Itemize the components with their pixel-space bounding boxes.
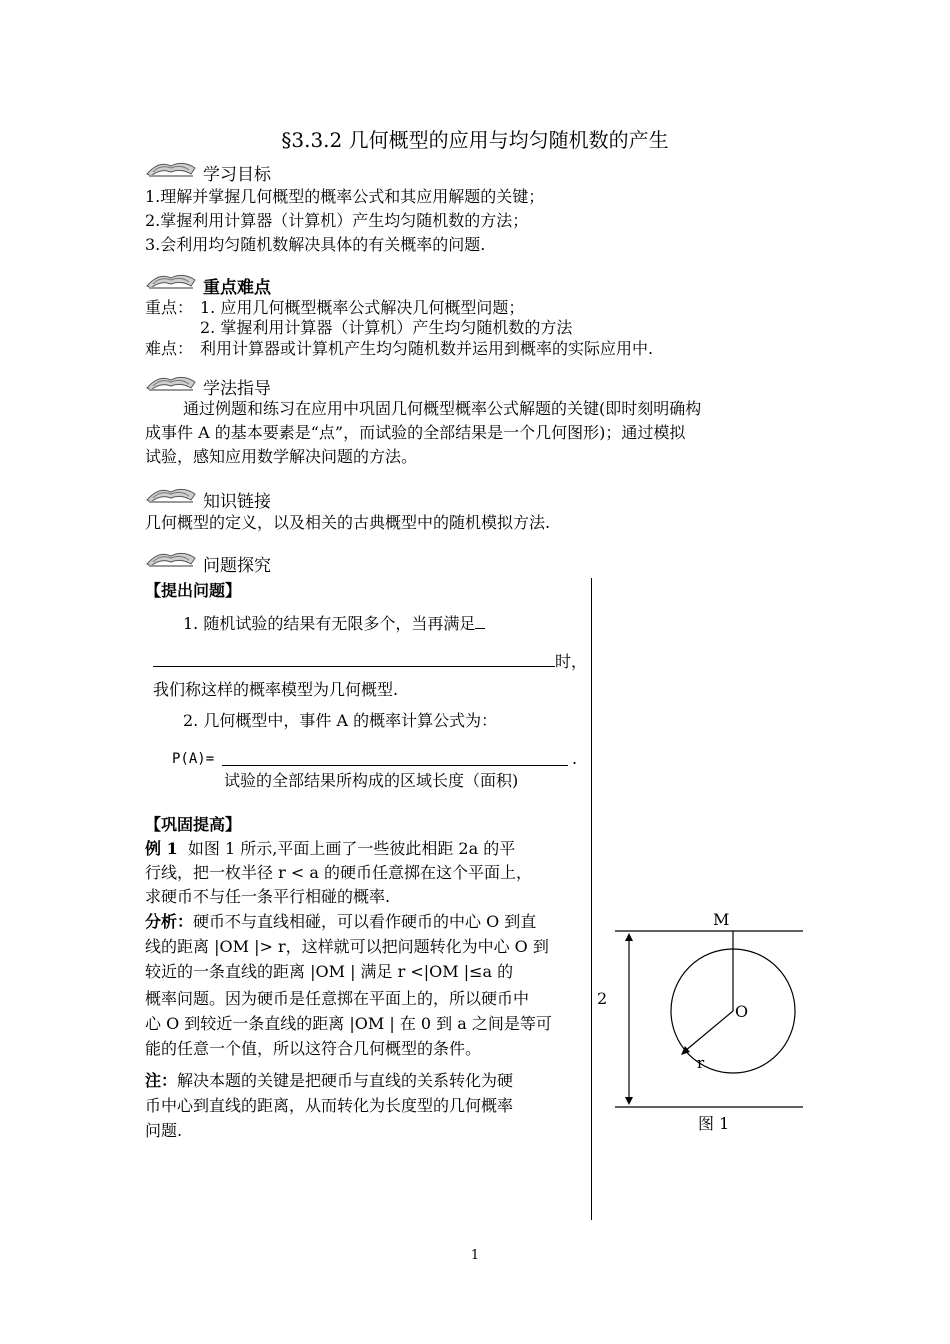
question-1-line2: [153, 650, 587, 673]
analysis-line-2: 线的距离 |OM |> r，这样就可以把问题转化为中心 O 到: [145, 937, 549, 956]
note-line-1: [145, 1070, 513, 1092]
note-text-1: 解决本题的关键是把硬币与直线的关系转化为硬: [177, 1071, 514, 1090]
book-icon: [145, 264, 197, 290]
formula-left: P(A)=: [172, 751, 215, 767]
example-text-1: 如图 1 所示,平面上画了一些彼此相距 2a 的平: [187, 839, 516, 858]
book-icon: [145, 152, 197, 178]
page-number: 1: [470, 1248, 480, 1263]
note-label: 注：: [145, 1071, 178, 1090]
formula-numerator-blank[interactable]: [222, 743, 568, 763]
consolidate-heading: 【巩固提高】: [145, 815, 242, 834]
analysis-label: 分析：: [145, 912, 194, 931]
book-icon: [145, 366, 197, 392]
arrow-down-head: [625, 1097, 633, 1105]
method-line-1: 通过例题和练习在应用中巩固几何概型概率公式解题的关键(即时刻明确构: [183, 399, 702, 418]
column-divider: [591, 578, 592, 1220]
links-text: 几何概型的定义，以及相关的古典概型中的随机模拟方法.: [145, 513, 551, 532]
method-line-2: 成事件 A 的基本要素是“点”，而试验的全部结果是一个几何图形)；通过模拟: [145, 423, 686, 442]
page-title: §3.3.2 几何概型的应用与均匀随机数的产生: [281, 128, 669, 152]
note-line-2: 币中心到直线的距离，从而转化为长度型的几何概率: [145, 1096, 514, 1115]
formula-dot: .: [572, 749, 578, 768]
focus-item-1: 1. 应用几何概型概率公式解决几何概型问题；: [200, 298, 525, 317]
formula-fraction-bar: [222, 765, 568, 766]
label-2: 2: [597, 989, 608, 1008]
section-heading-explore: 问题探究: [203, 556, 271, 576]
question-1-cont: 我们称这样的概率模型为几何概型.: [153, 680, 399, 699]
question-1-end: 时，: [555, 652, 588, 671]
example-line-1: [145, 838, 515, 860]
problems-heading: 【提出问题】: [145, 581, 242, 600]
difficulty-text: 利用计算器或计算机产生均匀随机数并运用到概率的实际应用中.: [200, 339, 654, 358]
analysis-line-4: 概率问题。因为硬币是任意掷在平面上的，所以硬币中: [145, 989, 530, 1008]
figure-1: [595, 905, 815, 1145]
book-icon: [145, 542, 197, 568]
label-o: O: [735, 1002, 749, 1021]
note-line-3: 问题.: [145, 1121, 183, 1140]
label-r: r: [697, 1054, 705, 1072]
label-m: M: [713, 910, 730, 929]
section-heading-method: 学法指导: [203, 379, 271, 399]
difficulty-label: 难点：: [145, 339, 194, 358]
focus-item-2: 2. 掌握利用计算器（计算机）产生均匀随机数的方法: [200, 318, 573, 337]
method-line-3: 试验，感知应用数学解决问题的方法。: [145, 447, 418, 466]
book-icon: [145, 478, 197, 504]
formula-denominator: 试验的全部结果所构成的区域长度（面积): [224, 771, 519, 790]
example-line-3: 求硬币不与任一条平行相碰的概率.: [145, 887, 391, 906]
goal-item-3: 3.会利用均匀随机数解决具体的有关概率的问题.: [145, 235, 486, 254]
answer-blank-1b[interactable]: [153, 650, 555, 667]
question-2: 2. 几何概型中，事件 A 的概率计算公式为：: [183, 711, 498, 730]
radius-segment: [685, 1011, 733, 1051]
example-label: 例 1: [145, 839, 178, 858]
section-heading-links: 知识链接: [203, 492, 271, 512]
question-1-text: 1. 随机试验的结果有无限多个，当再满足: [183, 614, 476, 633]
arrow-up-head: [625, 933, 633, 941]
section-heading-keypoints: 重点难点: [203, 278, 271, 298]
goal-item-1: 1.理解并掌握几何概型的概率公式和其应用解题的关键；: [145, 187, 545, 206]
focus-label: 重点：: [145, 298, 194, 317]
analysis-text-1: 硬币不与直线相碰，可以看作硬币的中心 O 到直: [193, 912, 537, 931]
answer-blank-1a[interactable]: [475, 612, 485, 629]
analysis-line-3: 较近的一条直线的距离 |OM | 满足 r <|OM |≤a 的: [145, 962, 514, 981]
analysis-line-5: 心 O 到较近一条直线的距离 |OM | 在 0 到 a 之间是等可: [145, 1014, 552, 1033]
question-1: [183, 612, 485, 635]
goal-item-2: 2.掌握利用计算器（计算机）产生均匀随机数的方法；: [145, 211, 529, 230]
analysis-line-1: [145, 911, 536, 933]
section-heading-goals: 学习目标: [203, 165, 271, 185]
analysis-line-6: 能的任意一个值，所以这符合几何概型的条件。: [145, 1039, 482, 1058]
example-line-2: 行线，把一枚半径 r < a 的硬币任意掷在这个平面上，: [145, 863, 532, 882]
figure-caption: 图 1: [698, 1114, 730, 1133]
